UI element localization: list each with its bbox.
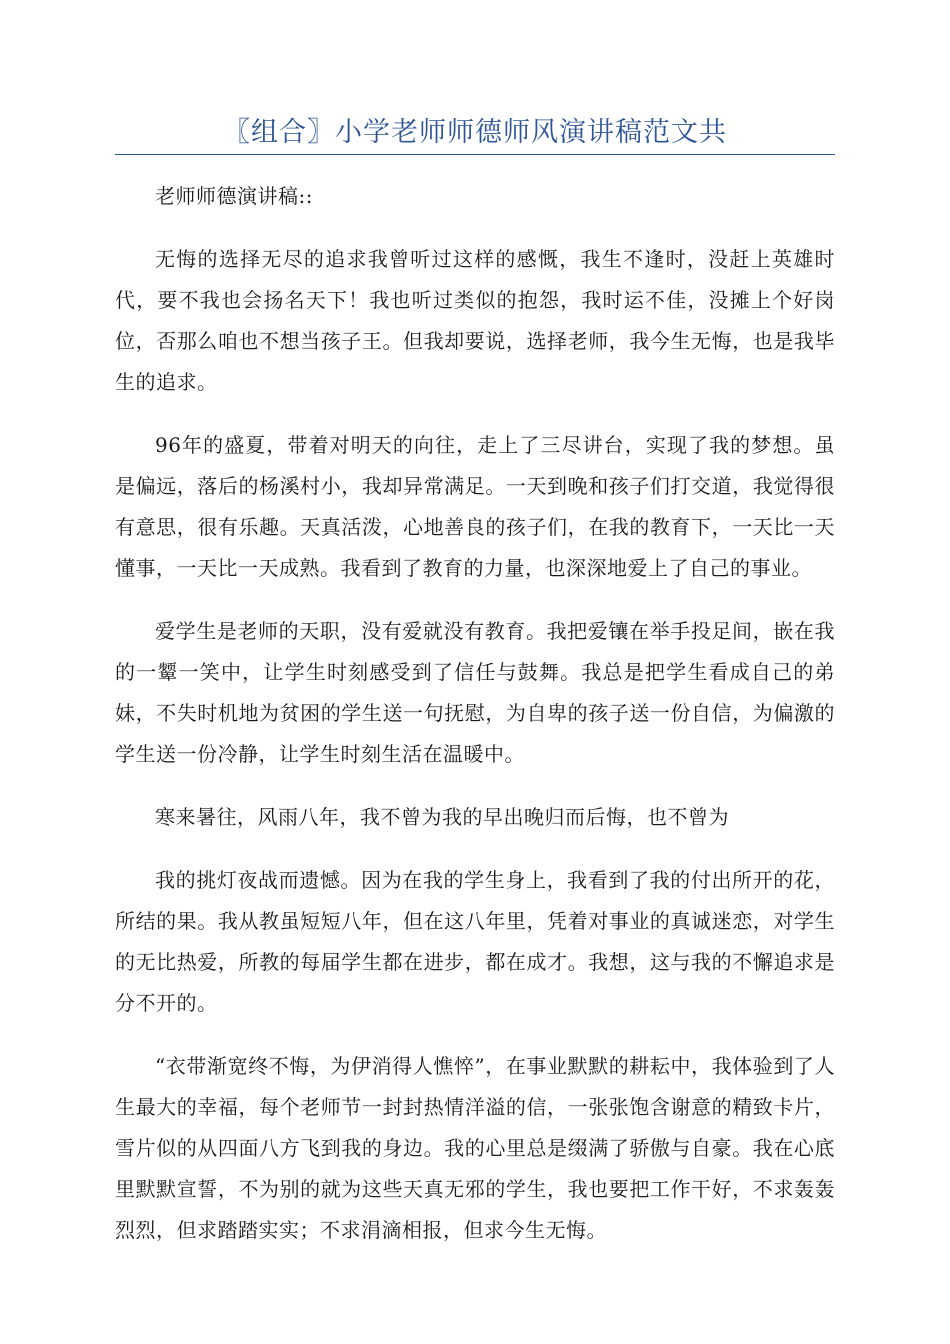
paragraph: 无悔的选择无尽的追求我曾听过这样的感慨，我生不逢时，没赶上英雄时代，要不我也会扬名天下！我也听过类似的抱怨，我时运不佳，没摊上个好岗位，否那么咱也不想当孩子王。但我却要说，选择老师，我今生无悔，也是我毕生的追求。	[115, 247, 835, 394]
document-body	[115, 176, 835, 1273]
title-underline	[115, 154, 835, 155]
document-title: 〖组合〗小学老师师德师风演讲稿范文共	[223, 117, 727, 148]
paragraph: 爱学生是老师的天职，没有爱就没有教育。我把爱镶在举手投足间，嵌在我的一颦一笑中，让学生时刻感受到了信任与鼓舞。我总是把学生看成自己的弟妹，不失时机地为贫困的学生送一句抚慰，为自卑的孩子送一份自信，为偏激的学生送一份冷静，让学生时刻生活在温暖中。	[115, 619, 835, 766]
paragraph-heading: 老师师德演讲稿::	[155, 184, 313, 208]
paragraph: 寒来暑往，风雨八年，我不曾为我的早出晚归而后悔，也不曾为	[155, 805, 729, 829]
paragraph: 我的挑灯夜战而遗憾。因为在我的学生身上，我看到了我的付出所开的花，所结的果。我从教虽短短八年，但在这八年里，凭着对事业的真诚迷恋，对学生的无比热爱，所教的每届学生都在进步，都在成才。我想，这与我的不懈追求是分不开的。	[115, 868, 835, 1015]
paragraph: 96年的盛夏，带着对明天的向往，走上了三尽讲台，实现了我的梦想。虽是偏远，落后的杨溪村小，我却异常满足。一天到晚和孩子们打交道，我觉得很有意思，很有乐趣。天真活泼，心地善良的孩子们，在我的教育下，一天比一天懂事，一天比一天成熟。我看到了教育的力量，也深深地爱上了自己的事业。	[115, 433, 835, 580]
paragraph: “衣带渐宽终不悔，为伊消得人憔悴”，在事业默默的耕耘中，我体验到了人生最大的幸福，每个老师节一封封热情洋溢的信，一张张饱含谢意的精致卡片，雪片似的从四面八方飞到我的身边。我的心里总是缀满了骄傲与自豪。我在心底里默默宣誓，不为别的就为这些天真无邪的学生，我也要把工作干好，不求轰轰烈烈，但求踏踏实实；不求涓滴相报，但求今生无悔。	[115, 1054, 835, 1242]
